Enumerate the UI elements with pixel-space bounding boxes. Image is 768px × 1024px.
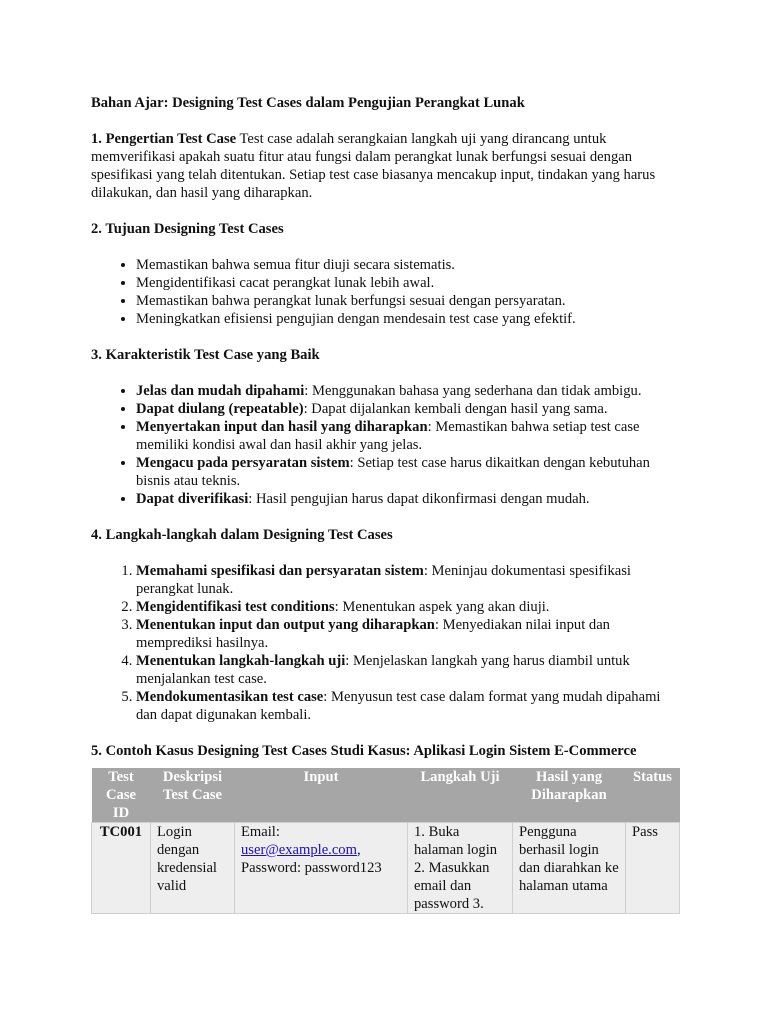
list-item: • Meningkatkan efisiensi pengujian dengan mendesain test case yang efektif. <box>136 310 679 328</box>
item-term: Mengidentifikasi test conditions <box>136 599 335 615</box>
list-item: • Mengidentifikasi cacat perangkat lunak lebih awal. <box>136 274 679 292</box>
list-item: • Memastikan bahwa perangkat lunak berfungsi sesuai dengan persyaratan. <box>136 292 679 310</box>
table-row <box>92 823 680 914</box>
header-test-case-id: Test Case ID <box>92 768 151 823</box>
cell-steps: 1. Buka halaman login 2. Masukkan email dan password 3. <box>408 823 513 914</box>
section-4-heading: 4. Langkah-langkah dalam Designing Test Cases <box>91 527 393 543</box>
item-desc: : Dapat dijalankan kembali dengan hasil yang sama. <box>303 401 608 417</box>
item-desc: : Menentukan aspek yang akan diuji. <box>334 599 550 615</box>
item-term: Jelas dan mudah dipahami <box>136 383 305 399</box>
section-2-list <box>91 256 679 328</box>
list-item <box>136 598 679 616</box>
header-hasil: Hasil yang Diharapkan <box>513 768 626 823</box>
cell-input <box>235 823 408 914</box>
section-3-list <box>91 382 679 508</box>
item-desc: : Setiap test case harus dikaitkan dengan kebutuhan bisnis atau teknis. <box>136 455 650 489</box>
cell-status: Pass <box>626 823 680 914</box>
cell-id: TC001 <box>92 823 151 914</box>
section-5-heading: 5. Contoh Kasus Designing Test Cases Studi Kasus: Aplikasi Login Sistem E-Commerce <box>91 743 637 759</box>
item-term: Menentukan input dan output yang diharapkan <box>136 617 435 633</box>
item-term: Dapat diulang (repeatable) <box>136 401 304 417</box>
list-item <box>136 688 679 724</box>
item-term: Dapat diverifikasi <box>136 491 249 507</box>
list-item <box>136 490 679 508</box>
item-desc: : Hasil pengujian harus dapat dikonfirmasi dengan mudah. <box>248 491 590 507</box>
header-deskripsi: Deskripsi Test Case <box>151 768 235 823</box>
test-case-table <box>91 768 680 914</box>
list-item <box>136 562 679 598</box>
item-term: Mendokumentasikan test case <box>136 689 324 705</box>
section-4-list <box>91 562 679 724</box>
list-item <box>136 382 679 400</box>
header-input: Input <box>235 768 408 823</box>
item-desc: : Menggunakan bahasa yang sederhana dan tidak ambigu. <box>304 383 642 399</box>
section-3-heading: 3. Karakteristik Test Case yang Baik <box>91 347 320 363</box>
item-term: Memahami spesifikasi dan persyaratan sistem <box>136 563 424 579</box>
email-link[interactable]: user@example.com <box>241 842 357 858</box>
list-item <box>136 454 679 490</box>
item-term: Mengacu pada persyaratan sistem <box>136 455 350 471</box>
list-item <box>136 418 679 454</box>
header-langkah-uji: Langkah Uji <box>408 768 513 823</box>
list-item <box>136 400 679 418</box>
list-item: • Memastikan bahwa semua fitur diuji secara sistematis. <box>136 256 679 274</box>
item-desc: : Meninjau dokumentasi spesifikasi perangkat lunak. <box>136 563 631 597</box>
item-desc: : Menjelaskan langkah yang harus diambil untuk menjalankan test case. <box>136 653 630 687</box>
list-item <box>136 652 679 688</box>
password-text: , Password: password123 <box>241 842 382 876</box>
email-label: Email: <box>241 824 280 840</box>
section-1-body: Test case adalah serangkaian langkah uji yang dirancang untuk memverifikasi apakah suatu fitur atau fungsi dalam perangkat lunak berfungsi sesuai dengan spesifikasi yang telah ditentukan. Setiap test case biasanya mencakup input, tindakan yang harus dilakukan, dan hasil yang diharapkan. <box>91 131 656 201</box>
item-desc: : Menyediakan nilai input dan memprediksi hasilnya. <box>136 617 610 651</box>
header-status: Status <box>626 768 680 823</box>
item-desc: : Memastikan bahwa setiap test case memiliki kondisi awal dan hasil akhir yang jelas. <box>136 419 640 453</box>
document-page <box>91 94 679 914</box>
item-term: Menyertakan input dan hasil yang diharapkan <box>136 419 428 435</box>
section-1-heading: 1. Pengertian Test Case <box>91 131 237 147</box>
item-desc: : Menyusun test case dalam format yang mudah dipahami dan dapat digunakan kembali. <box>136 689 661 723</box>
document-title: Bahan Ajar: Designing Test Cases dalam Pengujian Perangkat Lunak <box>91 95 525 111</box>
cell-description: Login dengan kredensial valid <box>151 823 235 914</box>
list-item <box>136 616 679 652</box>
cell-expected: Pengguna berhasil login dan diarahkan ke halaman utama <box>513 823 626 914</box>
section-1-paragraph <box>91 130 679 202</box>
section-2-heading: 2. Tujuan Designing Test Cases <box>91 221 284 237</box>
table-header-row <box>92 768 680 823</box>
item-term: Menentukan langkah-langkah uji <box>136 653 346 669</box>
